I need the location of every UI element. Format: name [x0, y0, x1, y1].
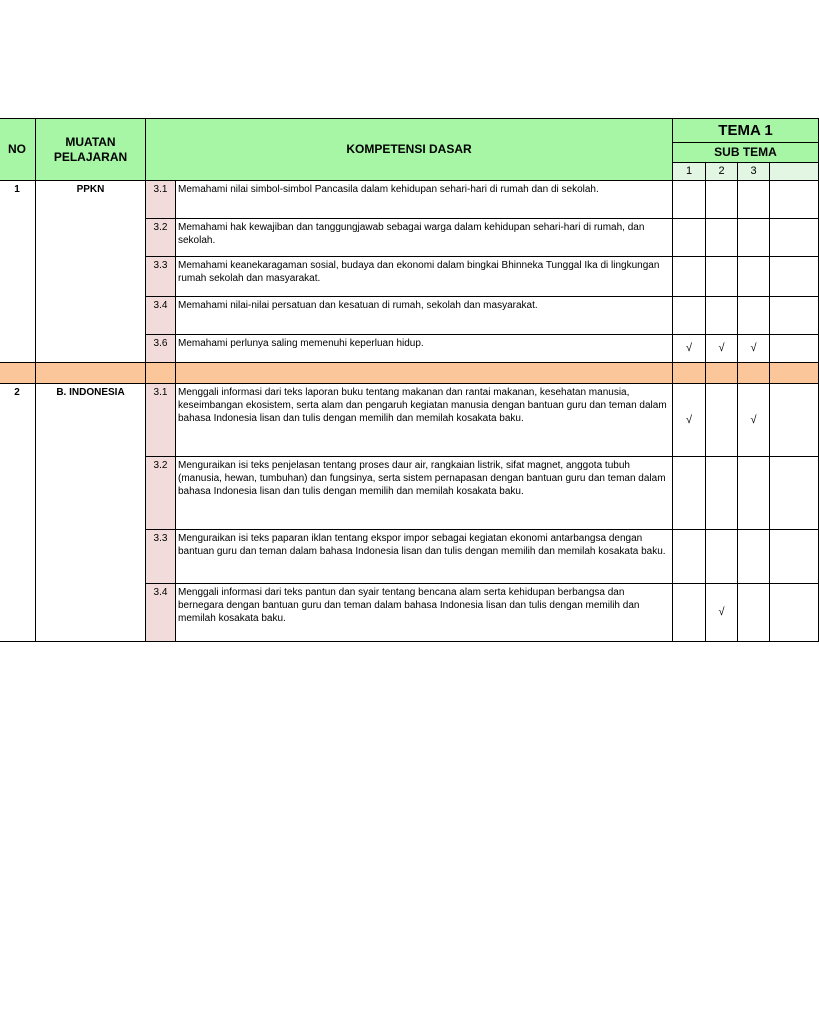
- row-subject: PPKN: [36, 181, 146, 363]
- kd-code: 3.3: [146, 530, 176, 584]
- check-cell: [673, 257, 706, 297]
- check-cell: [673, 530, 706, 584]
- check-cell: [673, 219, 706, 257]
- check-cell: [738, 530, 770, 584]
- check-cell: [738, 457, 770, 530]
- kd-description: Menguraikan isi teks paparan iklan tentang ekspor impor sebagai kegiatan ekonomi antarbangsa dengan bantuan guru dan teman dalam bahasa Indonesia lisan dan tulis dengan memilih dan memilah kosakata baku.: [176, 530, 673, 584]
- check-cell: [770, 219, 819, 257]
- check-cell: [770, 530, 819, 584]
- separator-cell: [706, 363, 738, 384]
- check-cell: [770, 384, 819, 457]
- kd-code: 3.1: [146, 181, 176, 219]
- separator-cell: [146, 363, 176, 384]
- header-sub-1: 1: [673, 163, 706, 181]
- check-cell: [673, 181, 706, 219]
- kd-description: Menguraikan isi teks penjelasan tentang proses daur air, rangkaian listrik, sifat magnet, anggota tubuh (manusia, hewan, tumbuhan) dan fungsinya, serta sistem pernapasan dengan bantuan guru dan teman dalam bahasa Indonesia lisan dan tulis dengan memilih dan memilah kosakata baku.: [176, 457, 673, 530]
- check-cell: [706, 297, 738, 335]
- kd-code: 3.4: [146, 297, 176, 335]
- row-subject: B. INDONESIA: [36, 384, 146, 642]
- kd-description: Memahami perlunya saling memenuhi keperluan hidup.: [176, 335, 673, 363]
- check-cell: [738, 219, 770, 257]
- check-cell: [706, 457, 738, 530]
- row-no: 2: [0, 384, 36, 642]
- check-cell: √: [706, 584, 738, 642]
- header-tema: TEMA 1: [673, 119, 819, 143]
- check-cell: [770, 457, 819, 530]
- check-cell: √: [738, 335, 770, 363]
- kd-code: 3.4: [146, 584, 176, 642]
- check-cell: [738, 584, 770, 642]
- kd-code: 3.1: [146, 384, 176, 457]
- kd-description: Menggali informasi dari teks laporan buku tentang makanan dan rantai makanan, kesehatan manusia, keseimbangan ekosistem, serta alam dan pengaruh kegiatan manusia dengan bantuan guru dan teman dalam bahasa Indonesia lisan dan tulis dengan memilih dan memilah kosakata baku.: [176, 384, 673, 457]
- separator-cell: [770, 363, 819, 384]
- check-cell: [673, 584, 706, 642]
- kd-code: 3.3: [146, 257, 176, 297]
- header-sub-2: 2: [706, 163, 738, 181]
- kd-description: Memahami nilai-nilai persatuan dan kesatuan di rumah, sekolah dan masyarakat.: [176, 297, 673, 335]
- check-cell: [738, 297, 770, 335]
- header-muatan: MUATAN PELAJARAN: [36, 119, 146, 181]
- check-cell: [738, 257, 770, 297]
- kd-description: Memahami nilai simbol-simbol Pancasila dalam kehidupan sehari-hari di rumah dan di sekolah.: [176, 181, 673, 219]
- check-cell: √: [673, 335, 706, 363]
- kompetensi-table: [0, 118, 819, 642]
- check-cell: √: [738, 384, 770, 457]
- check-cell: [770, 584, 819, 642]
- check-cell: [673, 297, 706, 335]
- check-cell: [770, 181, 819, 219]
- check-cell: [706, 384, 738, 457]
- check-cell: [770, 335, 819, 363]
- check-cell: [706, 530, 738, 584]
- separator-cell: [176, 363, 673, 384]
- check-cell: [706, 257, 738, 297]
- header-sub-3: 3: [738, 163, 770, 181]
- check-cell: √: [673, 384, 706, 457]
- check-cell: [673, 457, 706, 530]
- separator-cell: [673, 363, 706, 384]
- header-kompetensi: KOMPETENSI DASAR: [146, 119, 673, 181]
- kd-code: 3.6: [146, 335, 176, 363]
- spreadsheet-page: [0, 118, 777, 648]
- kd-description: Menggali informasi dari teks pantun dan syair tentang bencana alam serta kehidupan berbangsa dan bernegara dengan bantuan guru dan teman dalam bahasa Indonesia lisan dan tulis dengan memilih dan memilah kosakata baku.: [176, 584, 673, 642]
- kd-code: 3.2: [146, 457, 176, 530]
- check-cell: [770, 297, 819, 335]
- header-sub-tema: SUB TEMA: [673, 143, 819, 163]
- header-row-1: [0, 119, 819, 143]
- kd-description: Memahami hak kewajiban dan tanggungjawab sebagai warga dalam kehidupan sehari-hari di rumah, dan sekolah.: [176, 219, 673, 257]
- separator-cell: [36, 363, 146, 384]
- header-sub-4: [770, 163, 819, 181]
- check-cell: [770, 257, 819, 297]
- row-no: 1: [0, 181, 36, 363]
- separator-cell: [738, 363, 770, 384]
- header-no: NO: [0, 119, 36, 181]
- check-cell: √: [706, 335, 738, 363]
- separator-cell: [0, 363, 36, 384]
- kd-code: 3.2: [146, 219, 176, 257]
- check-cell: [738, 181, 770, 219]
- kd-description: Memahami keanekaragaman sosial, budaya dan ekonomi dalam bingkai Bhinneka Tunggal Ika di lingkungan rumah sekolah dan masyarakat.: [176, 257, 673, 297]
- check-cell: [706, 219, 738, 257]
- table-row: [0, 181, 819, 219]
- table-row: [0, 384, 819, 457]
- check-cell: [706, 181, 738, 219]
- separator-row: [0, 363, 819, 384]
